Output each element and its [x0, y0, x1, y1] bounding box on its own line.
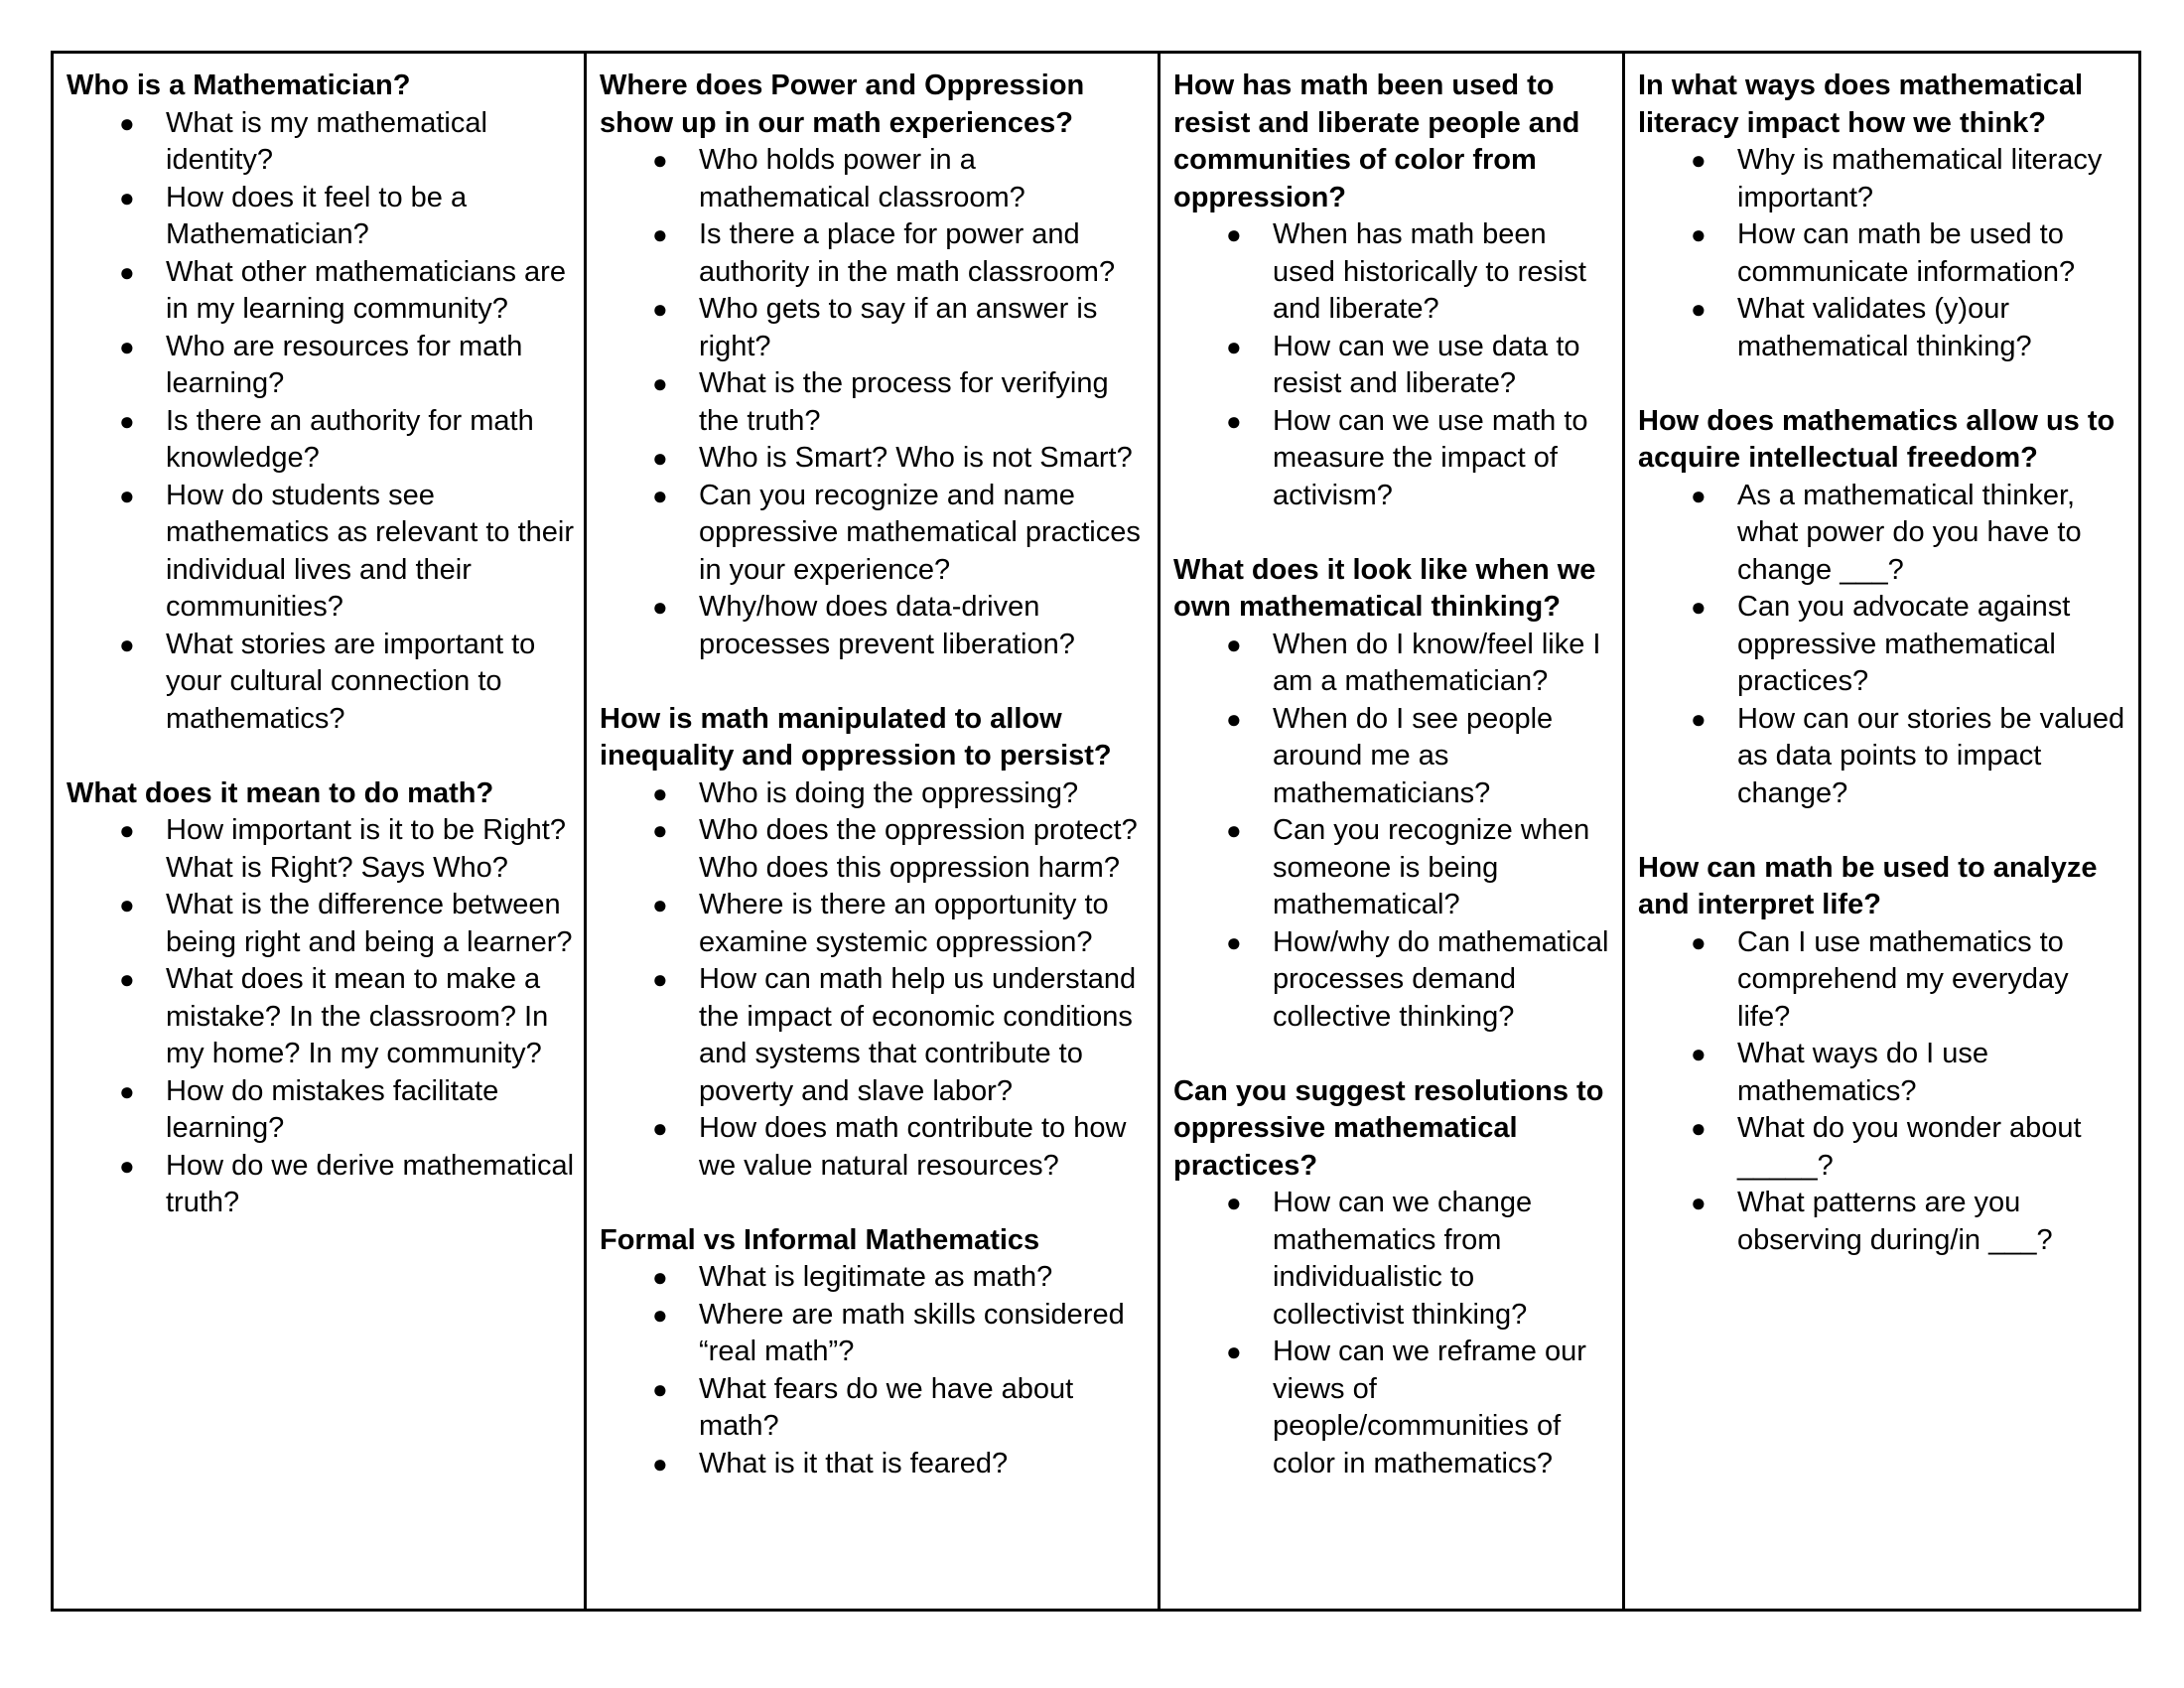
- question-text: When has math been used historically to resist and liberate?: [1273, 218, 1586, 325]
- bullet-icon: ●: [652, 219, 668, 249]
- bullet-icon: ●: [652, 592, 668, 622]
- bullet-icon: ●: [1691, 219, 1706, 249]
- question-text: Where is there an opportunity to examine systemic oppression?: [699, 889, 1109, 958]
- bullet-icon: ●: [1226, 405, 1242, 436]
- bullet-icon: ●: [1226, 331, 1242, 361]
- question-item: [1173, 329, 1612, 403]
- question-text: Who holds power in a mathematical classroom?: [699, 144, 1025, 213]
- question-item: [600, 1297, 1148, 1371]
- question-text: How can our stories be valued as data points to impact change?: [1737, 702, 2125, 809]
- bullet-icon: ●: [1226, 926, 1242, 957]
- question-text: Can you recognize when someone is being mathematical?: [1273, 814, 1590, 920]
- question-text: When do I know/feel like I am a mathematician?: [1273, 628, 1601, 697]
- question-item: [67, 1073, 574, 1148]
- question-text: How can math be used to communicate information?: [1737, 218, 2076, 288]
- column-4: [1622, 54, 2138, 1609]
- question-text: Where are math skills considered “real math”?: [699, 1298, 1125, 1367]
- question-text: How can we reframe our views of people/communities of color in mathematics?: [1273, 1336, 1586, 1479]
- bullet-icon: ●: [652, 890, 668, 919]
- question-item: [1638, 1110, 2128, 1185]
- bullet-icon: ●: [119, 1150, 135, 1181]
- bullet-icon: ●: [1226, 219, 1242, 249]
- question-text: Who gets to say if an answer is right?: [699, 293, 1098, 362]
- question-text: Why/how does data-driven processes prevent liberation?: [699, 591, 1075, 660]
- bullet-icon: ●: [652, 1113, 668, 1143]
- question-item: [600, 961, 1148, 1110]
- question-text: When do I see people around me as mathematicians?: [1273, 702, 1554, 809]
- question-item: [600, 365, 1148, 440]
- question-item: [1638, 701, 2128, 813]
- question-item: [1638, 924, 2128, 1037]
- bullet-icon: ●: [652, 480, 668, 510]
- question-text: How can we change mathematics from individualistic to collectivist thinking?: [1273, 1187, 1533, 1331]
- question-text: What does it mean to make a mistake? In the classroom? In my home? In my community?: [166, 963, 549, 1069]
- section-heading: What does it mean to do math?: [67, 776, 494, 809]
- question-item: [1173, 216, 1612, 329]
- question-text: What is the process for verifying the truth?: [699, 367, 1109, 437]
- column-1: [54, 54, 584, 1609]
- bullet-icon: ●: [119, 182, 135, 212]
- bullet-icon: ●: [652, 368, 668, 398]
- bullet-icon: ●: [652, 1262, 668, 1292]
- question-section: [600, 68, 1148, 663]
- question-list: [1173, 627, 1612, 1037]
- bullet-icon: ●: [1691, 592, 1706, 622]
- question-section: [1638, 850, 2128, 1260]
- bullet-icon: ●: [652, 815, 668, 845]
- question-text: What is the difference between being right and being a learner?: [166, 889, 573, 958]
- question-item: [600, 216, 1148, 291]
- question-text: What is my mathematical identity?: [166, 106, 487, 176]
- question-list: [600, 1259, 1148, 1482]
- section-heading: How can math be used to analyze and interpret life?: [1638, 851, 2098, 920]
- question-item: [1173, 627, 1612, 701]
- question-text: How do mistakes facilitate learning?: [166, 1074, 499, 1144]
- question-item: [67, 403, 574, 478]
- question-item: [600, 291, 1148, 365]
- question-section: [1173, 552, 1612, 1037]
- question-table: [51, 51, 2141, 1612]
- bullet-icon: ●: [652, 443, 668, 473]
- bullet-icon: ●: [1226, 1336, 1242, 1366]
- question-item: [67, 1148, 574, 1222]
- bullet-icon: ●: [1691, 1039, 1706, 1068]
- question-text: Can you recognize and name oppressive mathematical practices in your experience?: [699, 479, 1141, 586]
- section-heading: How is math manipulated to allow inequality and oppression to persist?: [600, 702, 1112, 772]
- section-heading: Who is a Mathematician?: [67, 70, 411, 101]
- question-list: [600, 775, 1148, 1186]
- question-text: What other mathematicians are in my learning community?: [166, 255, 566, 325]
- bullet-icon: ●: [119, 331, 135, 361]
- question-item: [1173, 812, 1612, 924]
- question-text: How does it feel to be a Mathematician?: [166, 181, 468, 250]
- question-item: [67, 105, 574, 180]
- question-item: [67, 180, 574, 254]
- question-section: [67, 68, 574, 738]
- question-text: How can we use math to measure the impact of activism?: [1273, 404, 1588, 511]
- question-list: [1638, 924, 2128, 1260]
- question-list: [1638, 478, 2128, 813]
- section-heading: Can you suggest resolutions to oppressive mathematical practices?: [1173, 1074, 1604, 1182]
- bullet-icon: ●: [119, 815, 135, 845]
- question-item: [600, 1446, 1148, 1483]
- section-heading: How does mathematics allow us to acquire intellectual freedom?: [1638, 404, 2116, 474]
- question-text: Who does the oppression protect? Who does this oppression harm?: [699, 814, 1138, 884]
- question-section: [1638, 68, 2128, 365]
- bullet-icon: ●: [119, 256, 135, 287]
- bullet-icon: ●: [652, 964, 668, 994]
- question-item: [600, 775, 1148, 813]
- question-list: [1173, 1185, 1612, 1482]
- question-text: How/why do mathematical processes demand collective thinking?: [1273, 925, 1609, 1033]
- bullet-icon: ●: [119, 964, 135, 994]
- question-section: [600, 701, 1148, 1186]
- question-item: [600, 1259, 1148, 1297]
- bullet-icon: ●: [1226, 703, 1242, 734]
- bullet-icon: ●: [1691, 926, 1706, 957]
- bullet-icon: ●: [119, 480, 135, 510]
- question-item: [600, 478, 1148, 590]
- question-text: How do students see mathematics as relevant to their individual lives and their communities?: [166, 479, 575, 623]
- question-text: Can I use mathematics to comprehend my everyday life?: [1737, 925, 2069, 1033]
- bullet-icon: ●: [119, 629, 135, 659]
- bullet-icon: ●: [119, 890, 135, 919]
- bullet-icon: ●: [1691, 145, 1706, 175]
- question-item: [1638, 1036, 2128, 1110]
- question-text: What ways do I use mathematics?: [1737, 1038, 1989, 1107]
- question-text: What patterns are you observing during/in ___?: [1737, 1187, 2053, 1256]
- bullet-icon: ●: [119, 1075, 135, 1106]
- section-heading: What does it look like when we own mathematical thinking?: [1173, 553, 1596, 623]
- question-text: Who are resources for math learning?: [166, 330, 523, 399]
- question-item: [67, 254, 574, 329]
- section-heading: In what ways does mathematical literacy impact how we think?: [1638, 70, 2084, 139]
- bullet-icon: ●: [1226, 1188, 1242, 1217]
- section-heading: How has math been used to resist and liberate people and communities of color from oppression?: [1173, 70, 1580, 213]
- bullet-icon: ●: [652, 1448, 668, 1478]
- bullet-icon: ●: [1691, 1188, 1706, 1217]
- question-item: [600, 589, 1148, 663]
- question-section: [1638, 403, 2128, 813]
- question-item: [1173, 403, 1612, 515]
- question-text: Can you advocate against oppressive mathematical practices?: [1737, 591, 2071, 697]
- bullet-icon: ●: [119, 405, 135, 436]
- question-item: [67, 812, 574, 887]
- question-text: Is there a place for power and authority in the math classroom?: [699, 218, 1116, 288]
- question-item: [600, 887, 1148, 961]
- column-3: [1158, 54, 1622, 1609]
- question-item: [600, 142, 1148, 216]
- question-section: [1173, 68, 1612, 514]
- question-item: [1638, 216, 2128, 291]
- question-item: [67, 478, 574, 627]
- question-text: What is it that is feared?: [699, 1447, 1009, 1479]
- question-text: What validates (y)our mathematical thinking?: [1737, 293, 2032, 362]
- column-2: [584, 54, 1158, 1609]
- question-list: [67, 105, 574, 739]
- question-item: [1173, 1185, 1612, 1334]
- question-section: [600, 1222, 1148, 1483]
- question-text: What do you wonder about _____?: [1737, 1112, 2082, 1182]
- question-item: [600, 1371, 1148, 1446]
- question-item: [600, 440, 1148, 478]
- question-text: Who is doing the oppressing?: [699, 776, 1079, 809]
- question-list: [600, 142, 1148, 663]
- bullet-icon: ●: [652, 1373, 668, 1404]
- bullet-icon: ●: [1691, 294, 1706, 324]
- question-text: How important is it to be Right? What is Right? Says Who?: [166, 814, 566, 884]
- question-item: [67, 961, 574, 1073]
- question-text: How can we use data to resist and liberate?: [1273, 330, 1580, 399]
- question-item: [1638, 291, 2128, 365]
- question-text: Why is mathematical literacy important?: [1737, 144, 2103, 213]
- question-section: [67, 775, 574, 1222]
- question-text: Who is Smart? Who is not Smart?: [699, 442, 1133, 474]
- question-text: Is there an authority for math knowledge?: [166, 404, 534, 474]
- section-heading: Formal vs Informal Mathematics: [600, 1223, 1040, 1256]
- question-item: [1638, 1185, 2128, 1259]
- question-list: [1638, 142, 2128, 365]
- question-text: How can math help us understand the impact of economic conditions and systems that contribute to poverty and slave labor?: [699, 963, 1137, 1107]
- question-text: What fears do we have about math?: [699, 1372, 1074, 1442]
- bullet-icon: ●: [1691, 703, 1706, 734]
- bullet-icon: ●: [119, 107, 135, 138]
- question-item: [1638, 478, 2128, 590]
- question-item: [1173, 701, 1612, 813]
- question-item: [1173, 1334, 1612, 1482]
- bullet-icon: ●: [1691, 480, 1706, 510]
- question-list: [67, 812, 574, 1222]
- question-item: [67, 887, 574, 961]
- question-item: [1638, 142, 2128, 216]
- question-item: [600, 812, 1148, 887]
- question-item: [67, 329, 574, 403]
- bullet-icon: ●: [652, 145, 668, 175]
- question-text: What stories are important to your cultural connection to mathematics?: [166, 628, 536, 735]
- question-item: [67, 627, 574, 739]
- question-text: How does math contribute to how we value natural resources?: [699, 1112, 1127, 1182]
- question-section: [1173, 1073, 1612, 1483]
- bullet-icon: ●: [1226, 815, 1242, 845]
- bullet-icon: ●: [1226, 629, 1242, 659]
- bullet-icon: ●: [652, 294, 668, 324]
- bullet-icon: ●: [652, 1299, 668, 1330]
- question-text: How do we derive mathematical truth?: [166, 1149, 575, 1218]
- section-heading: Where does Power and Oppression show up in our math experiences?: [600, 70, 1085, 139]
- question-item: [1173, 924, 1612, 1037]
- question-item: [600, 1110, 1148, 1185]
- bullet-icon: ●: [652, 777, 668, 808]
- question-text: As a mathematical thinker, what power do you have to change ___?: [1737, 479, 2082, 586]
- bullet-icon: ●: [1691, 1113, 1706, 1143]
- question-text: What is legitimate as math?: [699, 1261, 1053, 1293]
- question-item: [1638, 589, 2128, 701]
- question-list: [1173, 216, 1612, 514]
